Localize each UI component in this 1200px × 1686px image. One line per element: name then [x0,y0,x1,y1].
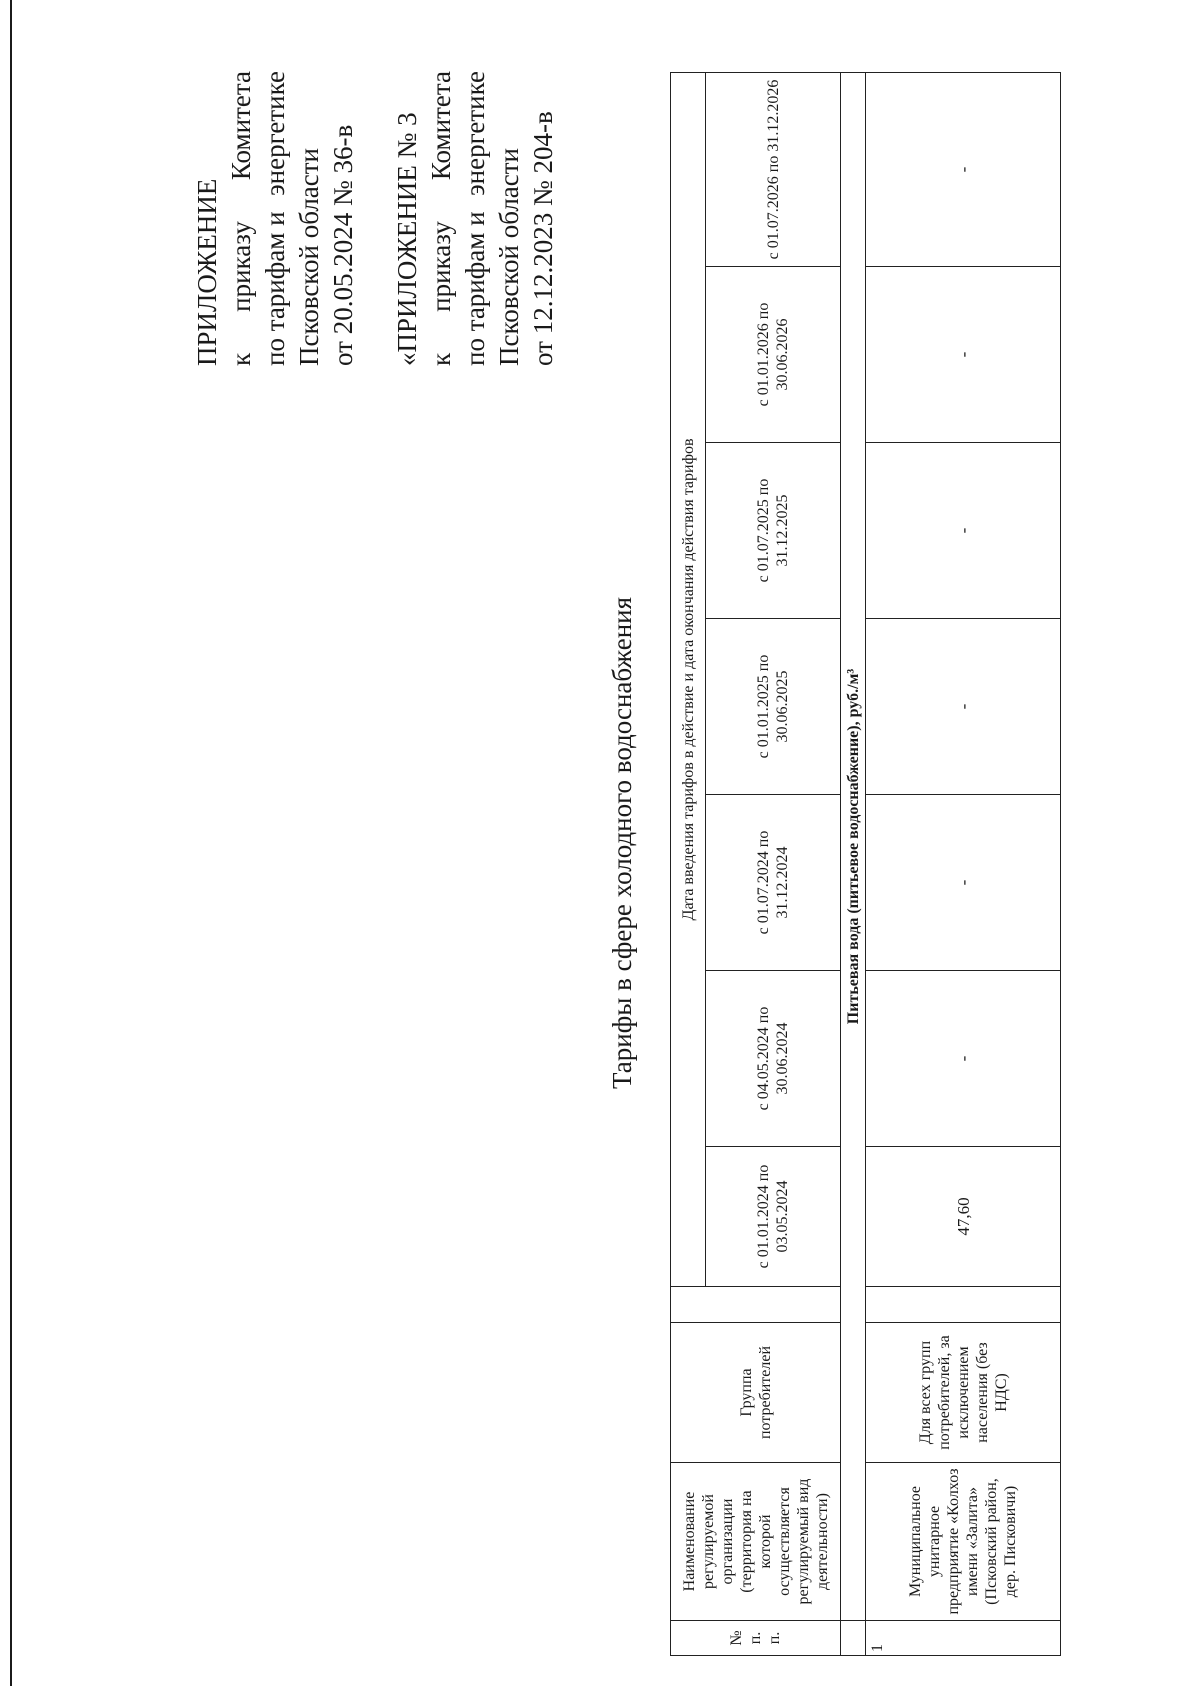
approval-order-ref: от 20.05.2024 № 36-в [328,124,358,366]
approval-committee-word: Комитета [226,71,256,181]
row-value: 47,60 [866,1147,1061,1287]
row-number: 1 [866,1621,1061,1656]
approval-tariffs-text: по тарифам и [260,211,290,366]
header-period: с 01.01.2026 по 30.06.2026 [706,267,841,443]
row-value: - [866,971,1061,1147]
approval-line-order [224,71,258,366]
header-period: с 04.05.2024 по 30.06.2024 [706,971,841,1147]
section-number-cell [841,1621,866,1656]
section-label: Питьевая вода (питьевое водоснабжение), руб./м³ [841,72,866,1620]
row-value: - [866,443,1061,619]
approval-tariffs-text: по тарифам и [460,211,490,366]
row-organization: Муниципальное унитарное предприятие «Колхоз имени «Залита» (Псковский район, дер. Писковичи) [866,1463,1061,1621]
document-title: Тарифы в сфере холодного водоснабжения [607,596,637,1090]
approval-heading: «ПРИЛОЖЕНИЕ № 3 [392,112,422,366]
approval-order-word: приказу [226,221,256,312]
approval-energy-text: энергетике [460,71,490,196]
row-spacer [866,1287,1061,1323]
tariff-table [670,72,1061,1656]
header-consumer-group: Группа потребителей [671,1323,841,1463]
approval-committee-word: Комитета [426,71,456,181]
header-period: с 01.01.2025 по 30.06.2025 [706,619,841,795]
header-organization: Наименование регулируемой организации (территория на которой осуществляется регулируемый вид деятельности) [671,1463,841,1621]
approval-energy-text: энергетике [260,71,290,196]
header-number: № п. п. [671,1621,841,1656]
header-period: с 01.01.2024 по 03.05.2024 [706,1147,841,1287]
approval-heading: ПРИЛОЖЕНИЕ [192,178,222,366]
header-period: с 01.07.2025 по 31.12.2025 [706,443,841,619]
approval-to-word: к [226,352,256,366]
approval-block-current [190,71,360,366]
approval-line-tariffs [458,71,492,366]
approval-region: Псковской области [294,147,324,366]
approval-region: Псковской области [494,147,524,366]
section-row [841,72,866,1655]
approval-block-previous [390,71,560,366]
approval-order-ref: от 12.12.2023 № 204-в [528,111,558,366]
row-consumer-group: Для всех групп потребителей, за исключением населения (без НДС) [866,1323,1061,1463]
approval-line-order [424,71,458,366]
header-spacer [671,1287,841,1323]
header-period: с 01.07.2024 по 31.12.2024 [706,795,841,971]
row-value: - [866,72,1061,266]
approval-to-word: к [426,352,456,366]
approval-order-word: приказу [426,221,456,312]
header-period: с 01.07.2026 по 31.12.2026 [706,72,841,266]
approval-line-tariffs [258,71,292,366]
row-value: - [866,619,1061,795]
header-row-top [671,72,706,1655]
row-value: - [866,267,1061,443]
table-row [866,72,1061,1655]
row-value: - [866,795,1061,971]
header-period-group: Дата введения тарифов в действие и дата окончания действия тарифов [671,72,706,1286]
